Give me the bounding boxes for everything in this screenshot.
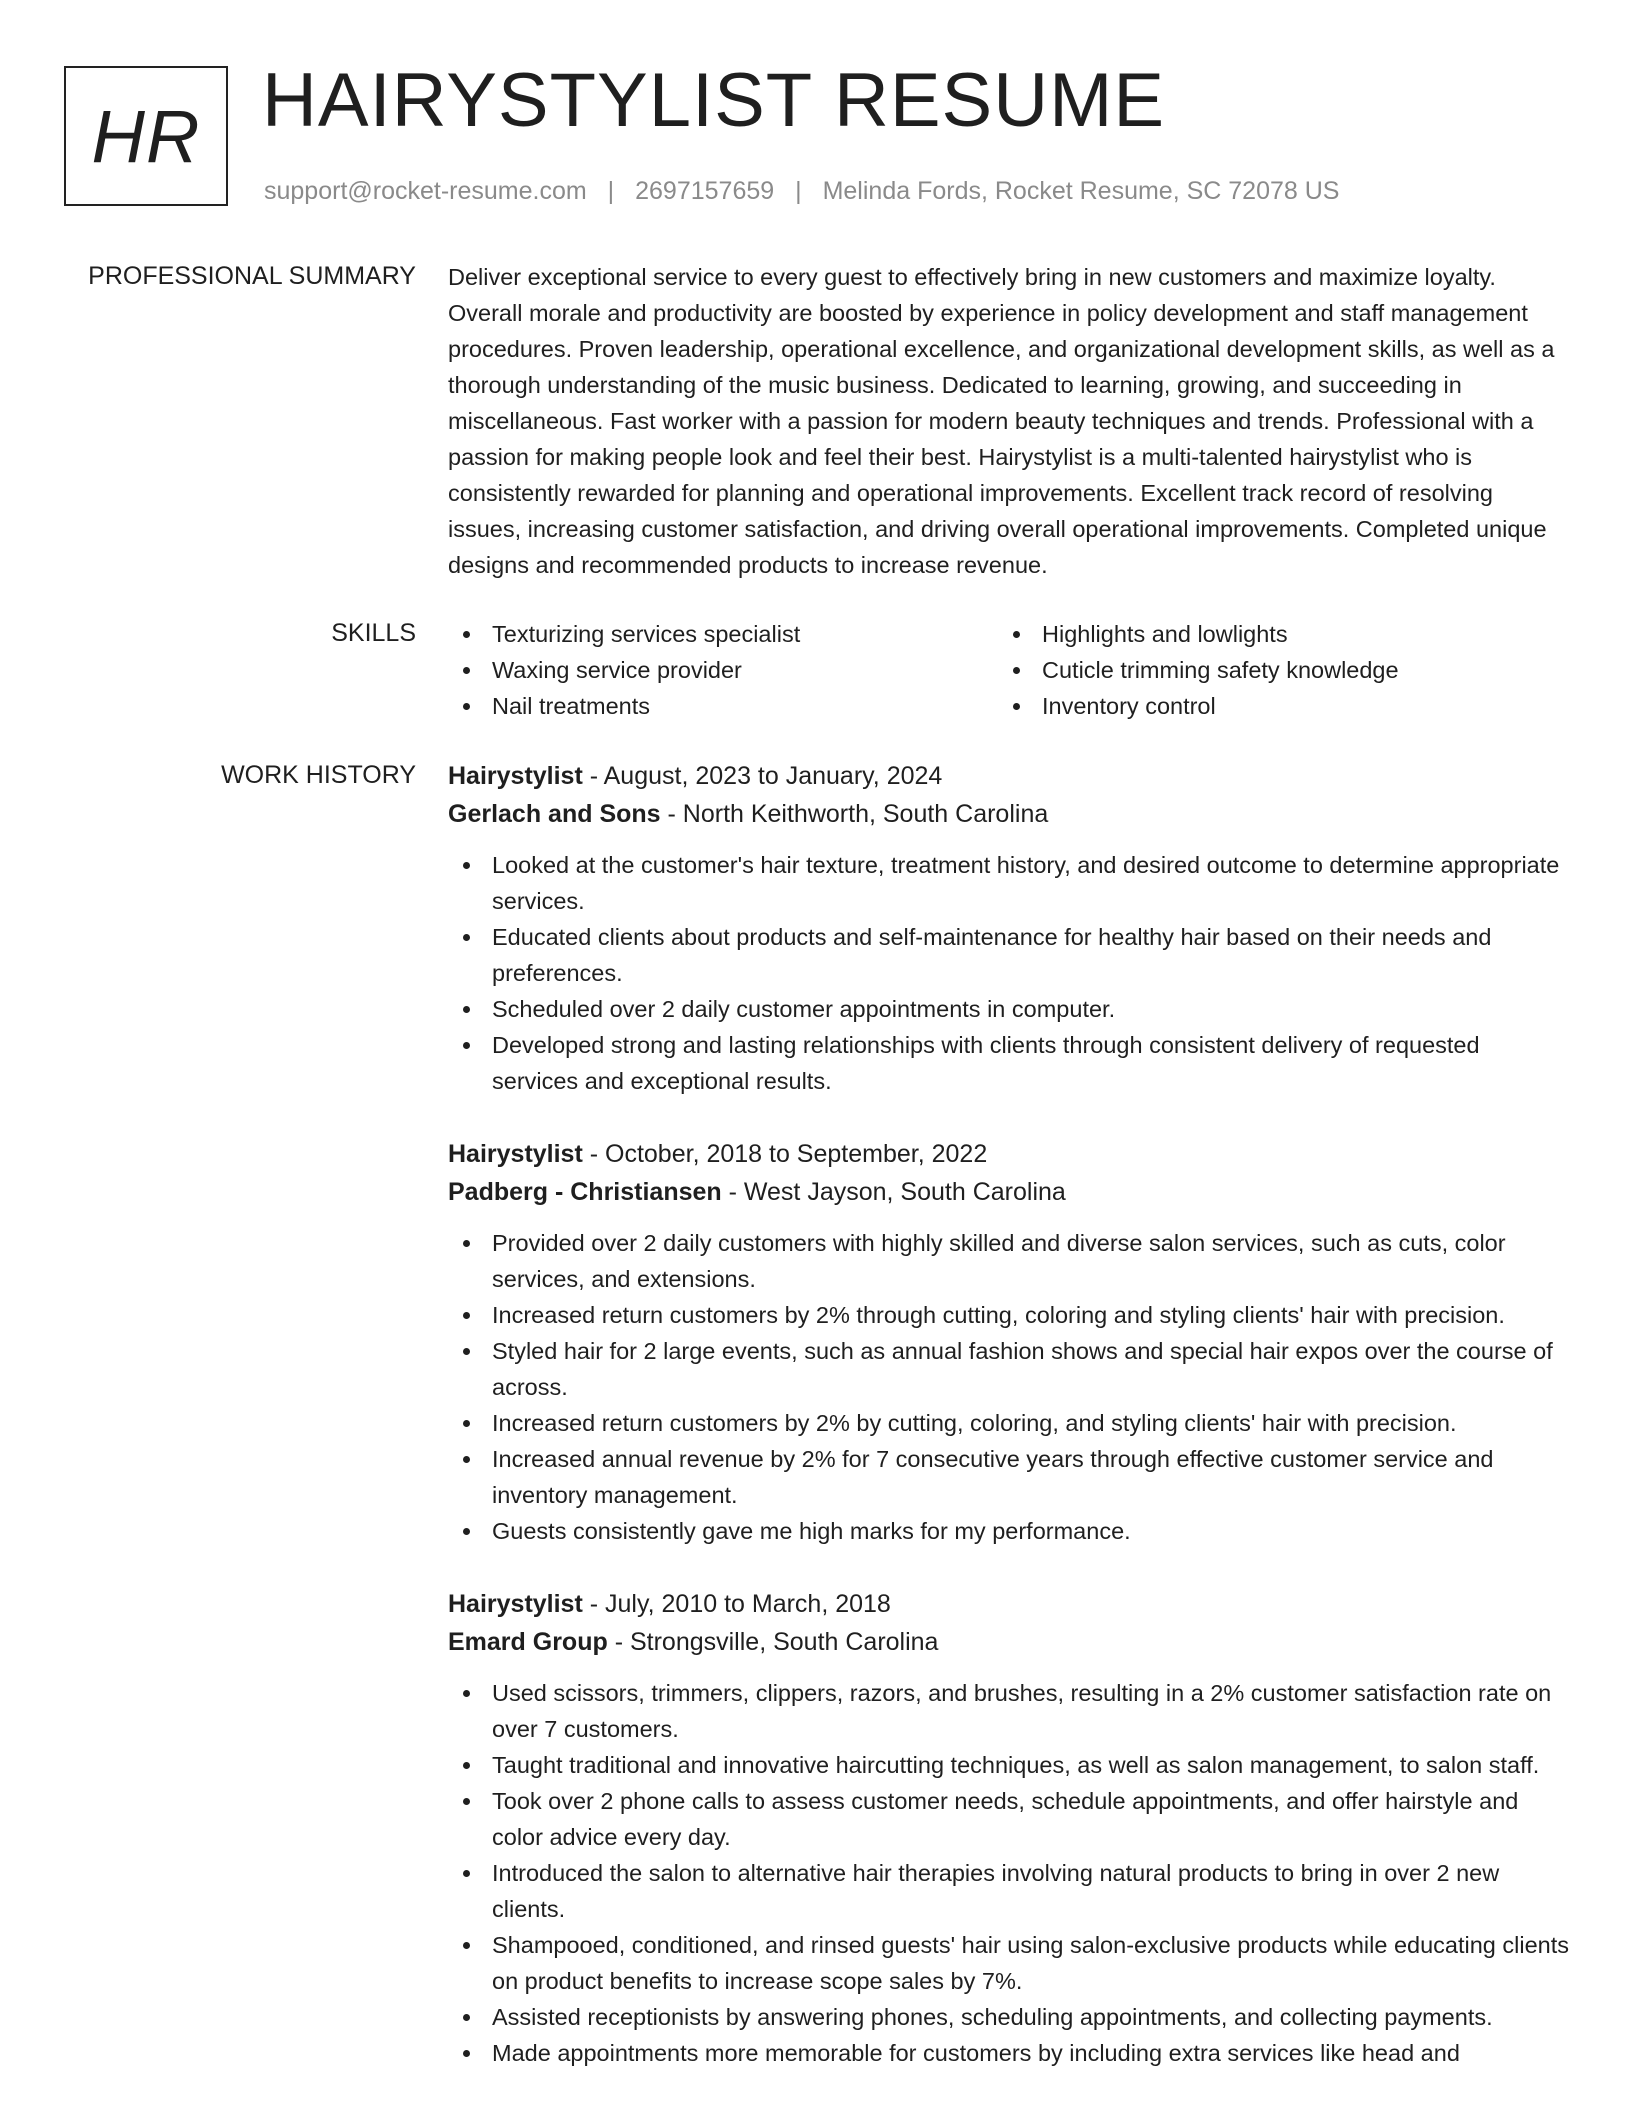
job-location: - North Keithworth, South Carolina — [660, 800, 1049, 828]
job-entry — [448, 1135, 1570, 1549]
skill-item: Nail treatments — [448, 688, 998, 724]
skills-section — [448, 616, 1570, 724]
job-dates: - August, 2023 to January, 2024 — [582, 762, 943, 790]
job-location: - West Jayson, South Carolina — [721, 1178, 1066, 1206]
skill-item: Highlights and lowlights — [998, 616, 1548, 652]
job-dates: - October, 2018 to September, 2022 — [582, 1140, 988, 1168]
job-bullet: Guests consistently gave me high marks for my performance. — [448, 1513, 1570, 1549]
job-title: Hairystylist — [448, 1590, 583, 1618]
job-company: Emard Group — [448, 1628, 608, 1656]
summary-section — [448, 259, 1570, 583]
job-bullet: Introduced the salon to alternative hair therapies involving natural products to bring in over 2 new clients. — [448, 1855, 1570, 1927]
skills-column-1 — [448, 616, 998, 724]
job-entry — [448, 757, 1570, 1099]
job-bullet: Increased annual revenue by 2% for 7 consecutive years through effective customer service and inventory management. — [448, 1441, 1570, 1513]
skill-item: Cuticle trimming safety knowledge — [998, 652, 1548, 688]
resume-title: HAIRYSTYLIST RESUME — [262, 58, 1166, 143]
work-history-label: WORK HISTORY — [221, 761, 416, 789]
job-bullets — [448, 1225, 1570, 1549]
job-company-line — [448, 795, 1570, 833]
job-title-line — [448, 1585, 1570, 1623]
job-bullets — [448, 1675, 1570, 2071]
job-dates: - July, 2010 to March, 2018 — [582, 1590, 891, 1618]
job-bullets — [448, 847, 1570, 1099]
contact-separator: | — [607, 177, 615, 205]
work-history-section — [448, 757, 1570, 2107]
job-bullet: Developed strong and lasting relationships with clients through consistent delivery of requested services and exceptional results. — [448, 1027, 1570, 1099]
job-location: - Strongsville, South Carolina — [607, 1628, 939, 1656]
job-company-line — [448, 1173, 1570, 1211]
skill-item: Texturizing services specialist — [448, 616, 998, 652]
job-bullet: Taught traditional and innovative haircutting techniques, as well as salon management, to salon staff. — [448, 1747, 1570, 1783]
contact-line — [264, 174, 1339, 208]
job-bullet: Educated clients about products and self-maintenance for healthy hair based on their needs and preferences. — [448, 919, 1570, 991]
contact-address: Melinda Fords, Rocket Resume, SC 72078 US — [822, 177, 1340, 205]
job-company: Gerlach and Sons — [448, 800, 661, 828]
job-title-line — [448, 757, 1570, 795]
job-title: Hairystylist — [448, 762, 583, 790]
job-bullet: Scheduled over 2 daily customer appointments in computer. — [448, 991, 1570, 1027]
contact-phone[interactable]: 2697157659 — [635, 177, 775, 205]
contact-email[interactable]: support@rocket-resume.com — [264, 177, 587, 205]
job-bullet: Looked at the customer's hair texture, treatment history, and desired outcome to determine appropriate services. — [448, 847, 1570, 919]
job-company-line — [448, 1623, 1570, 1661]
job-title: Hairystylist — [448, 1140, 583, 1168]
job-bullet: Made appointments more memorable for customers by including extra services like head and — [448, 2035, 1570, 2071]
job-bullet: Provided over 2 daily customers with highly skilled and diverse salon services, such as cuts, color services, and extensions. — [448, 1225, 1570, 1297]
job-bullet: Styled hair for 2 large events, such as annual fashion shows and special hair expos over the course of across. — [448, 1333, 1570, 1405]
contact-separator: | — [795, 177, 802, 205]
skill-item: Waxing service provider — [448, 652, 998, 688]
summary-label: PROFESSIONAL SUMMARY — [88, 262, 416, 290]
job-bullet: Used scissors, trimmers, clippers, razors, and brushes, resulting in a 2% customer satisfaction rate on over 7 customers. — [448, 1675, 1570, 1747]
job-company: Padberg - Christiansen — [448, 1178, 722, 1206]
summary-text: Deliver exceptional service to every guest to effectively bring in new customers and maximize loyalty. Overall morale and productivity are boosted by experience in policy development and staff management procedures. Proven leadership, operational excellence, and organizational development skills, as well as a thorough understanding of the music business. Dedicated to learning, growing, and succeeding in miscellaneous. Fast worker with a passion for modern beauty techniques and trends. Professional with a passion for making people look and feel their best. Hairystylist is a multi-talented hairystylist who is consistently rewarded for planning and operational improvements. Excellent track record of resolving issues, increasing customer satisfaction, and driving overall operational improvements. Completed unique designs and recommended products to increase revenue. — [448, 264, 1555, 578]
job-bullet: Increased return customers by 2% by cutting, coloring, and styling clients' hair with precision. — [448, 1405, 1570, 1441]
skills-column-2 — [998, 616, 1548, 724]
skills-label: SKILLS — [331, 619, 416, 647]
job-bullet: Assisted receptionists by answering phones, scheduling appointments, and collecting payments. — [448, 1999, 1570, 2035]
job-bullet: Took over 2 phone calls to assess customer needs, schedule appointments, and offer hairstyle and color advice every day. — [448, 1783, 1570, 1855]
skill-item: Inventory control — [998, 688, 1548, 724]
monogram-logo: HR — [64, 66, 228, 206]
job-title-line — [448, 1135, 1570, 1173]
job-bullet: Increased return customers by 2% through cutting, coloring and styling clients' hair with precision. — [448, 1297, 1570, 1333]
job-bullet: Shampooed, conditioned, and rinsed guests' hair using salon-exclusive products while educating clients on product benefits to increase scope sales by 7%. — [448, 1927, 1570, 1999]
job-entry — [448, 1585, 1570, 2071]
